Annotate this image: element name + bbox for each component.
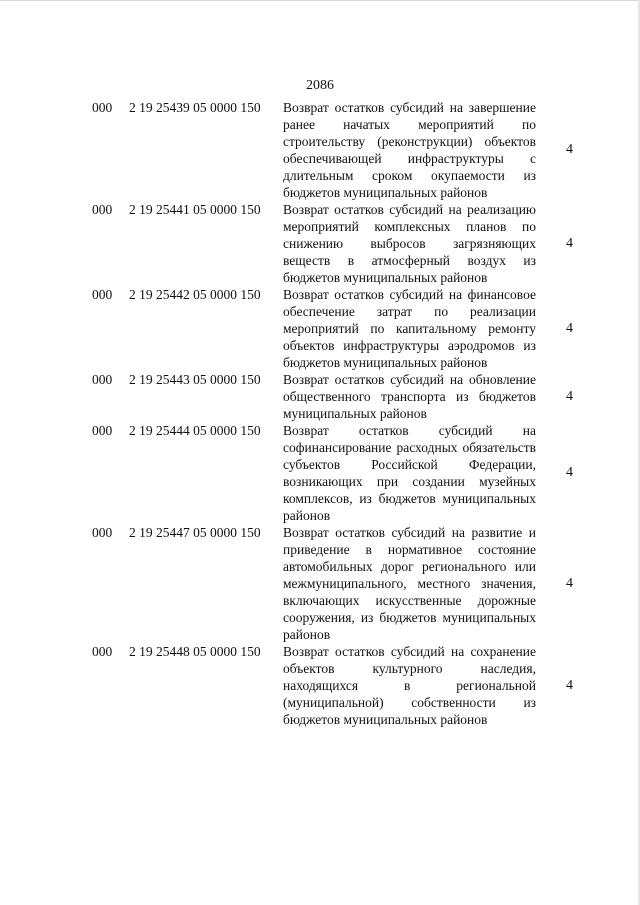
- budget-code: 2 19 25443 05 0000 150: [129, 372, 261, 387]
- admin-code: 000: [92, 423, 113, 438]
- income-description: Возврат остатков субсидий на финансовое обеспечение затрат по реализации мероприятий по капитальному ремонту объектов инфраструктуры аэродромов из бюджетов муниципальных районов: [283, 287, 536, 370]
- admin-code: 000: [92, 287, 113, 302]
- income-description: Возврат остатков субсидий на обновление общественного транспорта из бюджетов муниципальных районов: [283, 372, 536, 421]
- income-description: Возврат остатков субсидий на реализацию мероприятий комплексных планов по снижению выбросов загрязняющих веществ в атмосферный воздух из бюджетов муниципальных районов: [283, 202, 536, 285]
- admin-code: 000: [92, 202, 113, 217]
- admin-code: 000: [92, 644, 113, 659]
- income-type: 4: [566, 465, 573, 480]
- income-type: 4: [566, 235, 573, 251]
- income-type: 4: [566, 575, 573, 591]
- income-type: 4: [566, 142, 573, 157]
- income-description: Возврат остатков субсидий на развитие и приведение в нормативное состояние автомобильных дорог регионального или межмуниципального, местного значения, включающих искусственные дорожные сооружения, из бюджетов муниципальных районов: [283, 525, 536, 642]
- income-description: Возврат остатков субсидий на софинансирование расходных обязательств субъектов Российской Федерации, возникающих при создании музейных комплексов, из бюджетов муниципальных районов: [283, 423, 536, 523]
- page-top-edge: [0, 0, 640, 1]
- budget-code: 2 19 25441 05 0000 150: [129, 202, 261, 217]
- table-row: [0, 201, 640, 286]
- admin-code: 000: [92, 372, 113, 387]
- admin-code: 000: [92, 525, 113, 540]
- income-type: 4: [566, 388, 573, 404]
- budget-codes-table: [0, 99, 640, 728]
- budget-code: 2 19 25442 05 0000 150: [129, 287, 261, 302]
- income-type: 4: [566, 320, 573, 336]
- budget-code: 2 19 25448 05 0000 150: [129, 644, 261, 659]
- table-row: [0, 524, 640, 643]
- table-row: [0, 422, 640, 524]
- table-row: [0, 99, 640, 201]
- table-row: [0, 286, 640, 371]
- budget-code: 2 19 25439 05 0000 150: [129, 100, 261, 115]
- admin-code: 000: [92, 100, 113, 115]
- budget-code: 2 19 25444 05 0000 150: [129, 423, 261, 438]
- income-type: 4: [566, 677, 573, 693]
- income-description: Возврат остатков субсидий на завершение ранее начатых мероприятий по строительству (реконструкции) объектов обеспечивающей инфраструктуры с длительным сроком окупаемости из бюджетов муниципальных районов: [283, 100, 536, 200]
- budget-code: 2 19 25447 05 0000 150: [129, 525, 261, 540]
- table-row: [0, 371, 640, 422]
- income-description: Возврат остатков субсидий на сохранение объектов культурного наследия, находящихся в региональной (муниципальной) собственности из бюджетов муниципальных районов: [283, 644, 536, 727]
- table-row: [0, 643, 640, 728]
- page-number: 2086: [306, 78, 334, 93]
